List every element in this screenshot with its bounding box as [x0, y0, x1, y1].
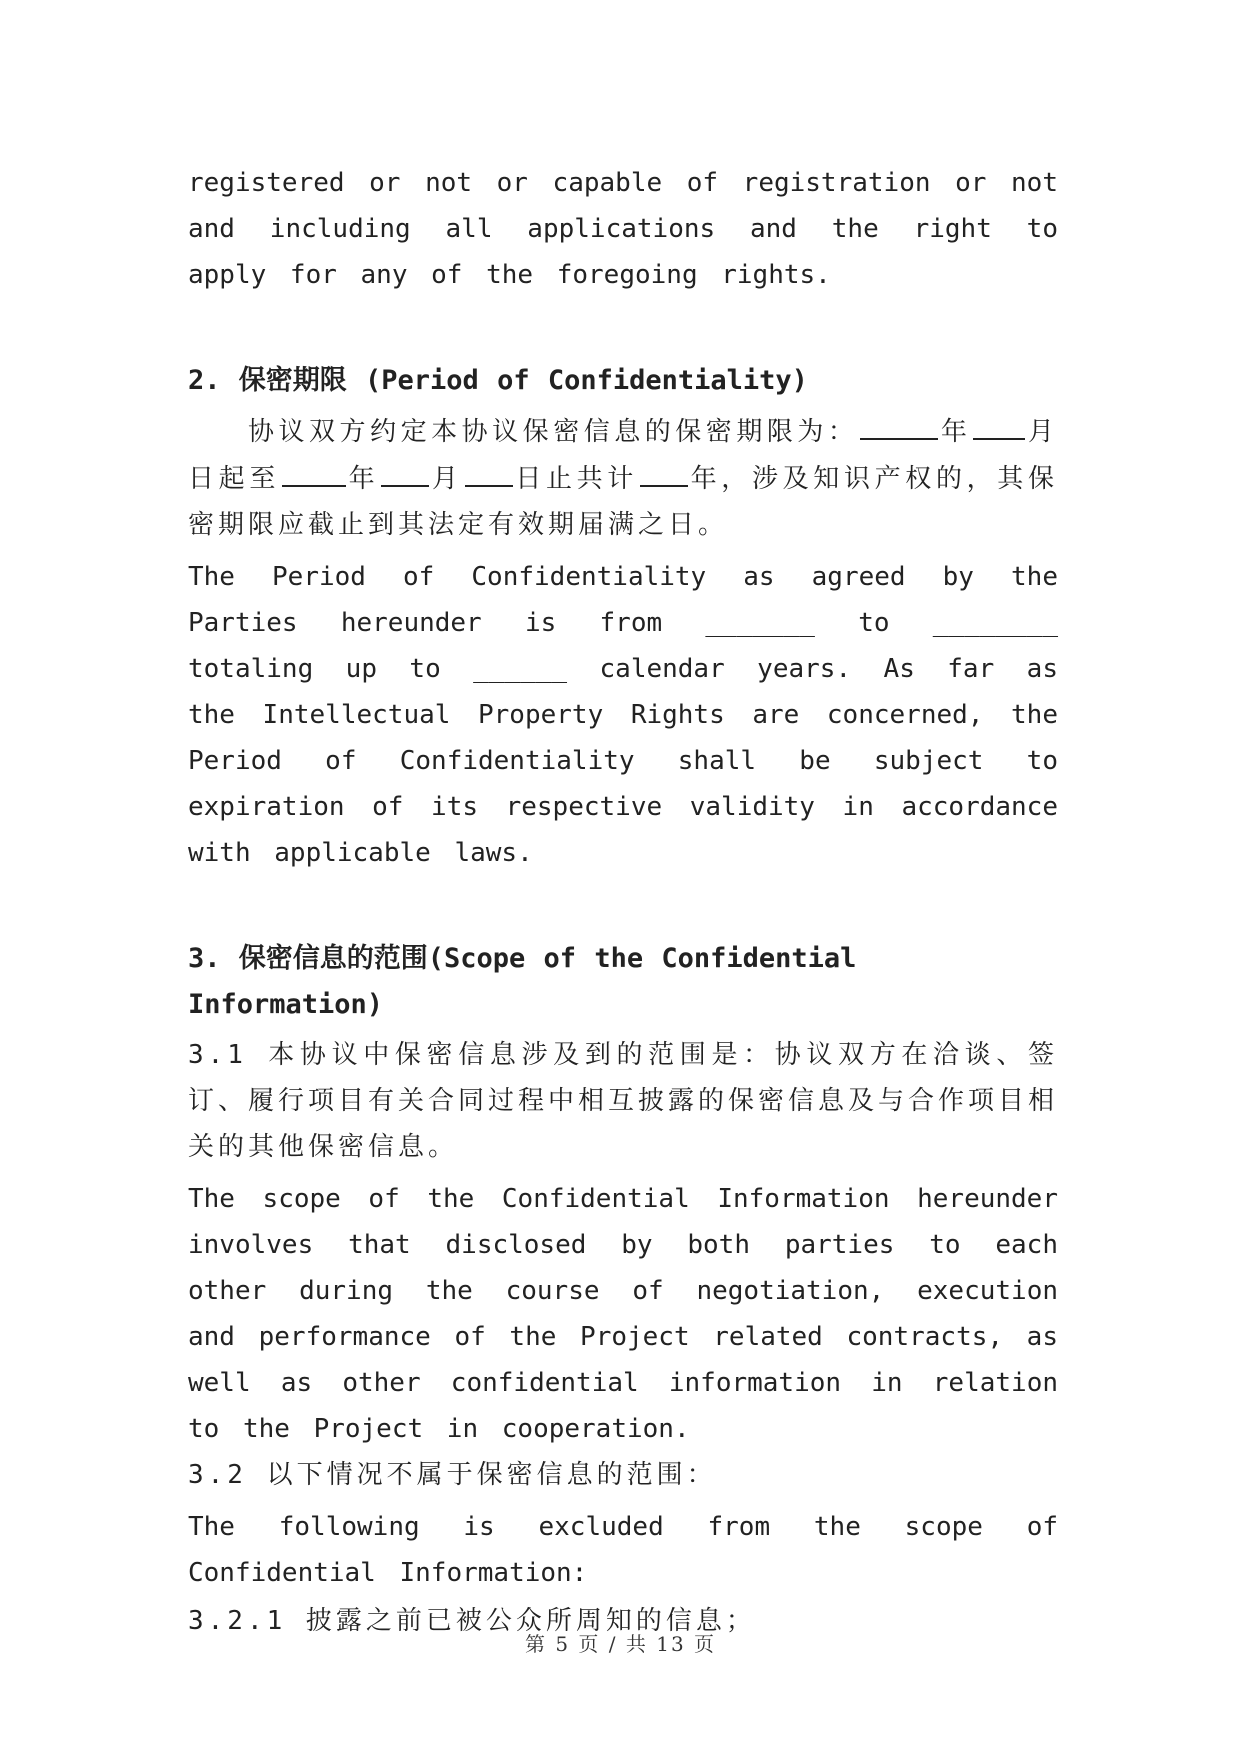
- zh-text: 年，涉及知识产权的，其保密期限应截止到其法定有效期届满之日。: [188, 464, 1058, 540]
- zh-text: 月: [431, 464, 463, 494]
- spacer: [188, 876, 1058, 936]
- zh-text: 协议双方约定本协议保密信息的保密期限为：: [248, 417, 859, 447]
- section-2-zh-paragraph: [188, 408, 1058, 548]
- zh-text: 年: [348, 464, 380, 494]
- section-3-1-en-paragraph: The scope of the Confidential Information hereunder involves that disclosed by both parties to each other during the course of negotiation, execution and performance of the Project related contracts, as well as other confidential information in relation to the Project in cooperation.: [188, 1184, 1058, 1444]
- blank-line-day-to[interactable]: [465, 455, 513, 487]
- section-3-heading: 3. 保密信息的范围(Scope of the Confidential Information): [188, 943, 857, 1020]
- section-3-2-en-paragraph: The following is excluded from the scope of Confidential Information:: [188, 1512, 1058, 1588]
- section-2-heading: 2. 保密期限 (Period of Confidentiality): [188, 365, 808, 396]
- intro-paragraph: registered or not or capable of registration or not and including all applications and the right to apply for any of the foregoing rights.: [188, 168, 1058, 290]
- zh-text: 月: [1027, 417, 1058, 447]
- blank-line-year-from[interactable]: [860, 408, 938, 440]
- section-3-2-zh-paragraph: 3.2 以下情况不属于保密信息的范围：: [188, 1460, 717, 1490]
- section-3-2-1-zh-paragraph: 3.2.1 披露之前已被公众所周知的信息；: [188, 1606, 756, 1636]
- zh-text: 日起至: [188, 464, 280, 494]
- blank-line-month-from[interactable]: [973, 408, 1025, 440]
- section-2-en-paragraph: The Period of Confidentiality as agreed by the Parties hereunder is from _______ to ________ totaling up to ______ calendar years. As far as the Intellectual Property Rights are concerned, the Period of Confidentiality shall be subject to expiration of its respective validity in accordance with applicable laws.: [188, 562, 1058, 868]
- spacer: [188, 298, 1058, 358]
- blank-line-total-years[interactable]: [640, 455, 688, 487]
- page-footer: 第 5 页 / 共 13 页: [524, 1632, 717, 1656]
- zh-text: 日止共计: [514, 464, 638, 494]
- zh-text: 年: [940, 417, 972, 447]
- blank-line-year-to[interactable]: [282, 455, 346, 487]
- section-3-1-zh-paragraph: 3.1 本协议中保密信息涉及到的范围是：协议双方在洽谈、签订、履行项目有关合同过程中相互披露的保密信息及与合作项目相关的其他保密信息。: [188, 1040, 1059, 1162]
- document-page: [188, 160, 1058, 1644]
- blank-line-month-to[interactable]: [381, 455, 429, 487]
